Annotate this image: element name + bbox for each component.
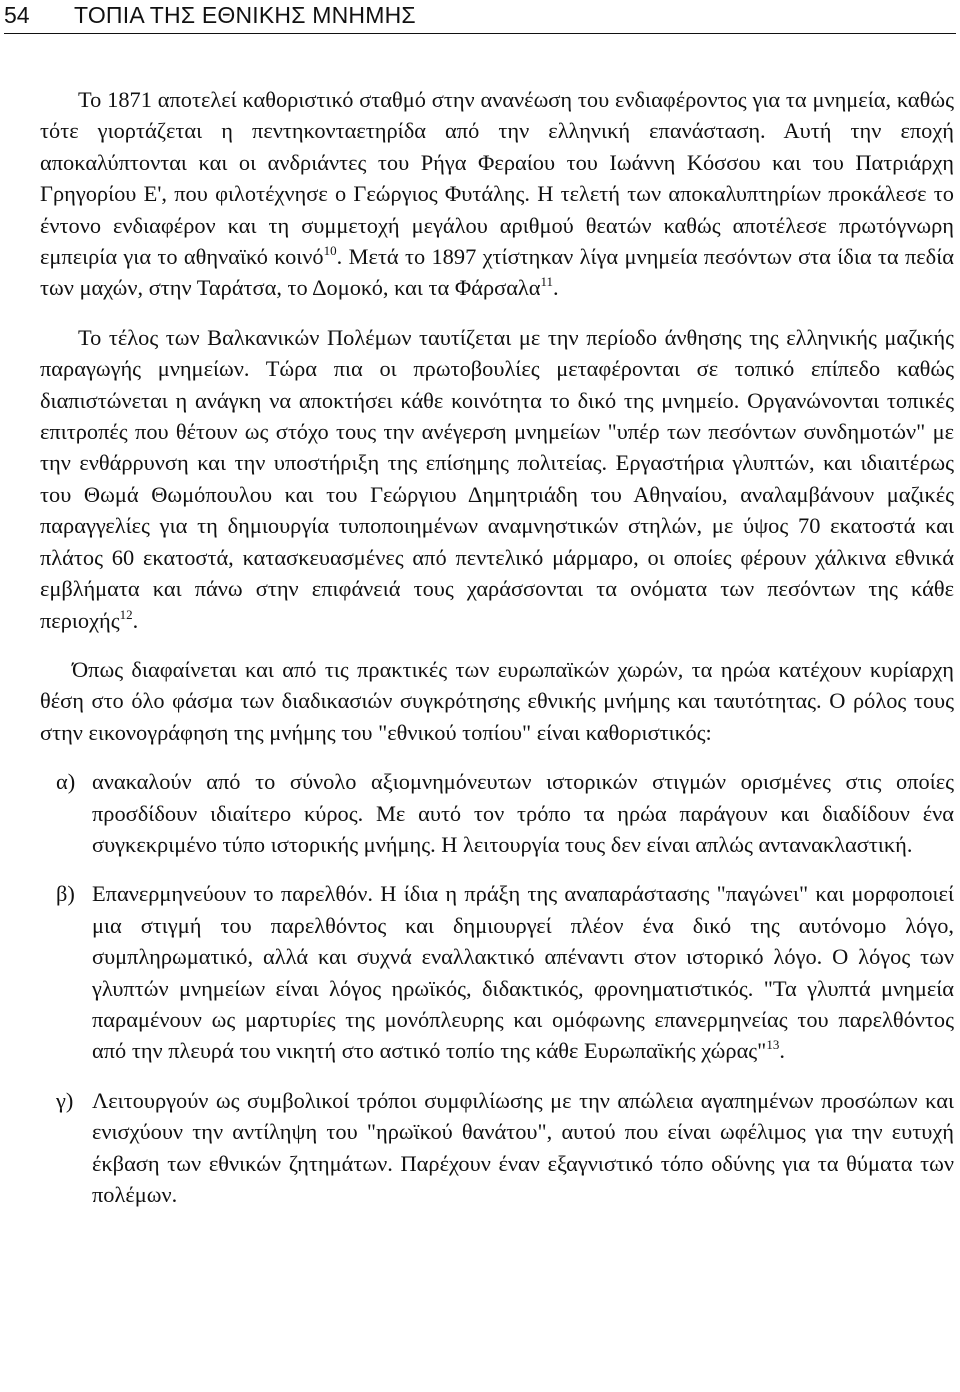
list-text-end: . bbox=[779, 1038, 785, 1064]
paragraph-text: . bbox=[132, 607, 139, 633]
list-label: β) bbox=[56, 881, 75, 907]
paragraph-text: Το τέλος των Βαλκανικών Πολέμων ταυτίζεται με την περίοδο άνθησης της ελληνικής μαζικής παραγωγής μνημείων. Τώρα πια οι πρωτοβουλίες μεταφέρονται σε τοπικό επίπεδο καθώς διαπιστώνεται η ανάγκη να αποκτήσει κάθε κοινότητα το δικό της μνημείο. Οργανώνονται τοπικές επιτροπές που θέτουν ως στόχο τους την ανέγερση μνημείων "υπέρ των πεσόντων συνδημοτών" με την ενθάρρυνση και την υποστήριξη της επίσημης πολιτείας. Εργαστήρια γλυπτών, και ιδιαιτέρως του Θωμά Θωμόπουλου και του Γεώργιου Δημητριάδη του Αθηναίου, αναλαμβάνουν μαζικές παραγγελίες για τη δημιουργία τυποποιημένων αναμνηστικών στηλών, με ύψος 70 εκατοστά και πλάτος 60 εκατοστά, κατασκευασμένες από πεντελικό μάρμαρο, οι οποίες φέρουν χάλκινα εθνικά εμβλήματα και πάνω στην επιφάνειά τους χαράσσονται τα ονόματα των πεσόντων της κάθε περιοχής bbox=[40, 324, 954, 633]
paragraph-text: Όπως διαφαίνεται και από τις πρακτικές των ευρωπαϊκών χωρών, τα ηρώα κατέχουν κυρίαρχη θέση στο όλο φάσμα των διαδικασιών συγκρότησης εθνικής μνήμης και ταυτότητας. Ο ρόλος τους στην εικονογράφηση της μνήμης του "εθνικού τοπίου" είναι καθοριστικός: bbox=[40, 656, 954, 745]
paragraph-balkan-wars bbox=[40, 322, 954, 636]
roles-list bbox=[40, 766, 954, 1210]
paragraph-european-practices bbox=[40, 654, 954, 748]
list-item bbox=[40, 766, 954, 860]
body-text bbox=[40, 84, 954, 1228]
list-text: ανακαλούν από το σύνολο αξιομνημόνευτων ιστορικών στιγμών ορισμένες στις οποίες προσδίδουν ιδιαίτερο κύρος. Με αυτό τον τρόπο τα ηρώα παράγουν και διαδίδουν ένα συγκεκριμένο τύπο ιστορικής μνήμης. Η λειτουργία τους δεν είναι απλώς αντανακλαστική. bbox=[92, 769, 954, 857]
list-text: Λειτουργούν ως συμβολικοί τρόποι συμφιλίωσης με την απώλεια αγαπημένων προσώπων και ενισχύουν την αντίληψη του "ηρωϊκού θανάτου", αυτού που είναι ωφέλιμος για την ευτυχή έκβαση των εθνικών ζητημάτων. Παρέχουν έναν εξαγνιστικό τόπο οδύνης για τα θύματα των πολέμων. bbox=[92, 1087, 954, 1207]
footnote-ref-11: 11 bbox=[540, 274, 554, 290]
paragraph-text: Το 1871 αποτελεί καθοριστικό σταθμό στην ανανέωση του ενδιαφέροντος για τα μνημεία, καθώς τότε γιορτάζεται η πεντηκονταετηρίδα από την ελληνική επανάσταση. Αυτή την εποχή αποκαλύπτονται και οι ανδριάντες του Ρήγα Φεραίου του Ιωάννη Κόσσου και του Πατριάρχη Γρηγορίου Ε', που φιλοτέχνησε ο Γεώργιος Φυτάλης. Η τελετή των αποκαλυπτηρίων προκάλεσε το έντονο ενδιαφέρον και τη συμμετοχή μεγάλου αριθμού θεατών καθώς αποτέλεσε πρωτόγνωρη εμπειρία για το αθηναϊκό κοινό bbox=[40, 87, 954, 270]
paragraph-1871-monuments bbox=[40, 84, 954, 304]
running-head-title: ΤΟΠΙΑ ΤΗΣ ΕΘΝΙΚΗΣ ΜΝΗΜΗΣ bbox=[74, 2, 416, 28]
running-head bbox=[4, 0, 956, 34]
list-label: γ) bbox=[56, 1087, 74, 1113]
list-item bbox=[40, 878, 954, 1066]
paragraph-text: . Μετά το 1897 χτίστηκαν λίγα μνημεία πεσόντων στα ίδια τα πεδία των μαχών, στην Ταράτσα, το Δομοκό, και τα Φάρσαλα bbox=[40, 244, 954, 301]
footnote-ref-10: 10 bbox=[323, 243, 337, 259]
list-text bbox=[90, 878, 954, 1066]
list-text-body: Επανερμηνεύουν το παρελθόν. Η ίδια η πράξη της αναπαράστασης "παγώνει" και μορφοποιεί μια στιγμή του παρελθόντος και δημιουργεί πλέον ένα δικό της αυτόνομο λόγο, συμπληρωματικό, αλλά και συχνά εναλλακτικό απέναντι στον ιστορικό λόγο. Ο λόγος των γλυπτών μνημείων είναι λόγος ηρωϊκός, διδακτικός, φρονηματιστικός. "Τα γλυπτά μνημεία παραμένουν ως μαρτυρίες της μονόπλευρης και ομόφωνης επανερμηνείας του παρελθόντος από την πλευρά του νικητή στο αστικό τοπίο της κάθε Ευρωπαϊκής χώρας" bbox=[92, 881, 954, 1064]
page-number: 54 bbox=[4, 2, 30, 28]
list-item bbox=[40, 1085, 954, 1211]
footnote-ref-13: 13 bbox=[766, 1037, 780, 1053]
paragraph-text: . bbox=[553, 275, 559, 301]
header-rule bbox=[4, 33, 956, 34]
list-label: α) bbox=[56, 769, 76, 795]
footnote-ref-12: 12 bbox=[119, 606, 133, 622]
